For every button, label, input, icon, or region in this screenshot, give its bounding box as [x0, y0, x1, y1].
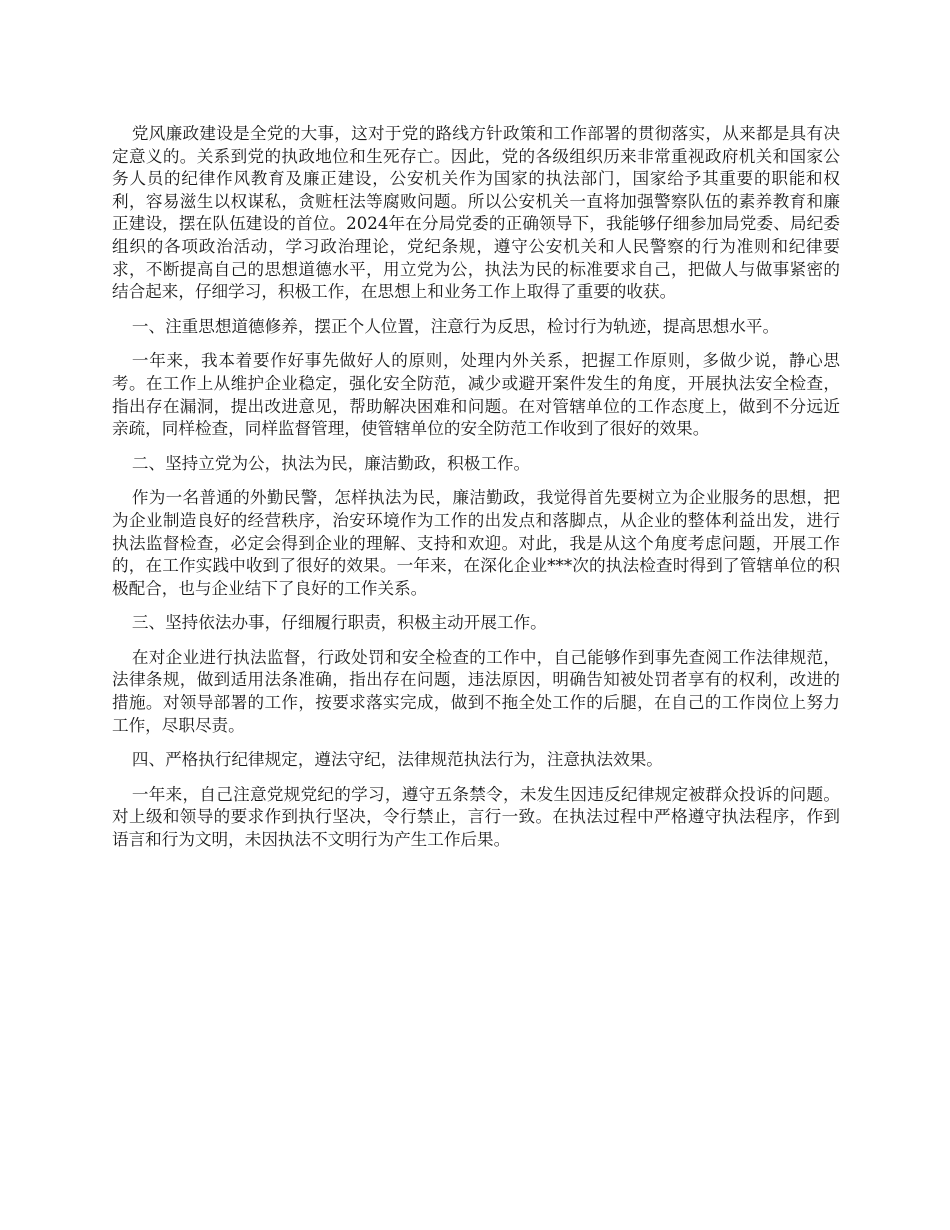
- section-body-3: 在对企业进行执法监督，行政处罚和安全检查的工作中，自己能够作到事先查阅工作法律规范，法律条规，做到适用法条准确，指出存在问题，违法原因，明确告知被处罚者享有的权利，改进的措施。对领导部署的工作，按要求落实完成，做到不拖全处工作的后腿，在自己的工作岗位上努力工作，尽职尽责。: [112, 647, 840, 735]
- intro-paragraph: 党风廉政建设是全党的大事，这对于党的路线方针政策和工作部署的贯彻落实，从来都是具有决定意义的。关系到党的执政地位和生死存亡。因此，党的各级组织历来非常重视政府机关和国家公务人员的纪律作风教育及廉正建设，公安机关作为国家的执法部门，国家给予其重要的职能和权利，容易滋生以权谋私，贪赃枉法等腐败问题。所以公安机关一直将加强警察队伍的素养教育和廉正建设，摆在队伍建设的首位。2024年在分局党委的正确领导下，我能够仔细参加局党委、局纪委组织的各项政治活动，学习政治理论，党纪条规，遵守公安机关和人民警察的行为准则和纪律要求，不断提高自己的思想道德水平，用立党为公，执法为民的标准要求自己，把做人与做事紧密的结合起来，仔细学习，积极工作，在思想上和业务工作上取得了重要的收获。: [112, 124, 840, 302]
- section-body-4: 一年来，自己注意党规党纪的学习，遵守五条禁令，未发生因违反纪律规定被群众投诉的问题。对上级和领导的要求作到执行坚决，令行禁止，言行一致。在执法过程中严格遵守执法程序，作到语言和行为文明，未因执法不文明行为产生工作后果。: [112, 784, 840, 850]
- document-page: [112, 123, 840, 864]
- section-heading-3: 三、坚持依法办事，仔细履行职责，积极主动开展工作。: [131, 613, 547, 633]
- section-heading-4: 四、严格执行纪律规定，遵法守纪，法律规范执法行为，注意执法效果。: [131, 750, 663, 770]
- section-heading-1: 一、注重思想道德修养，摆正个人位置，注意行为反思，检讨行为轨迹，提高思想水平。: [131, 316, 780, 336]
- section-body-2: 作为一名普通的外勤民警，怎样执法为民，廉洁勤政，我觉得首先要树立为企业服务的思想，把为企业制造良好的经营秩序，治安环境作为工作的出发点和落脚点，从企业的整体利益出发，进行执法监督检查，必定会得到企业的理解、支持和欢迎。对此，我是从这个角度考虑问题，开展工作的，在工作实践中收到了很好的效果。一年来，在深化企业***次的执法检查时得到了管辖单位的积极配合，也与企业结下了良好的工作关系。: [112, 488, 840, 598]
- section-body-1: 一年来，我本着要作好事先做好人的原则，处理内外关系，把握工作原则，多做少说，静心思考。在工作上从维护企业稳定，强化安全防范，减少或避开案件发生的角度，开展执法安全检查，指出存在漏洞，提出改进意见，帮助解决困难和问题。在对管辖单位的工作态度上，做到不分远近亲疏，同样检查，同样监督管理，使管辖单位的安全防范工作收到了很好的效果。: [112, 351, 840, 439]
- section-heading-2: 二、坚持立党为公，执法为民，廉洁勤政，积极工作。: [131, 453, 531, 473]
